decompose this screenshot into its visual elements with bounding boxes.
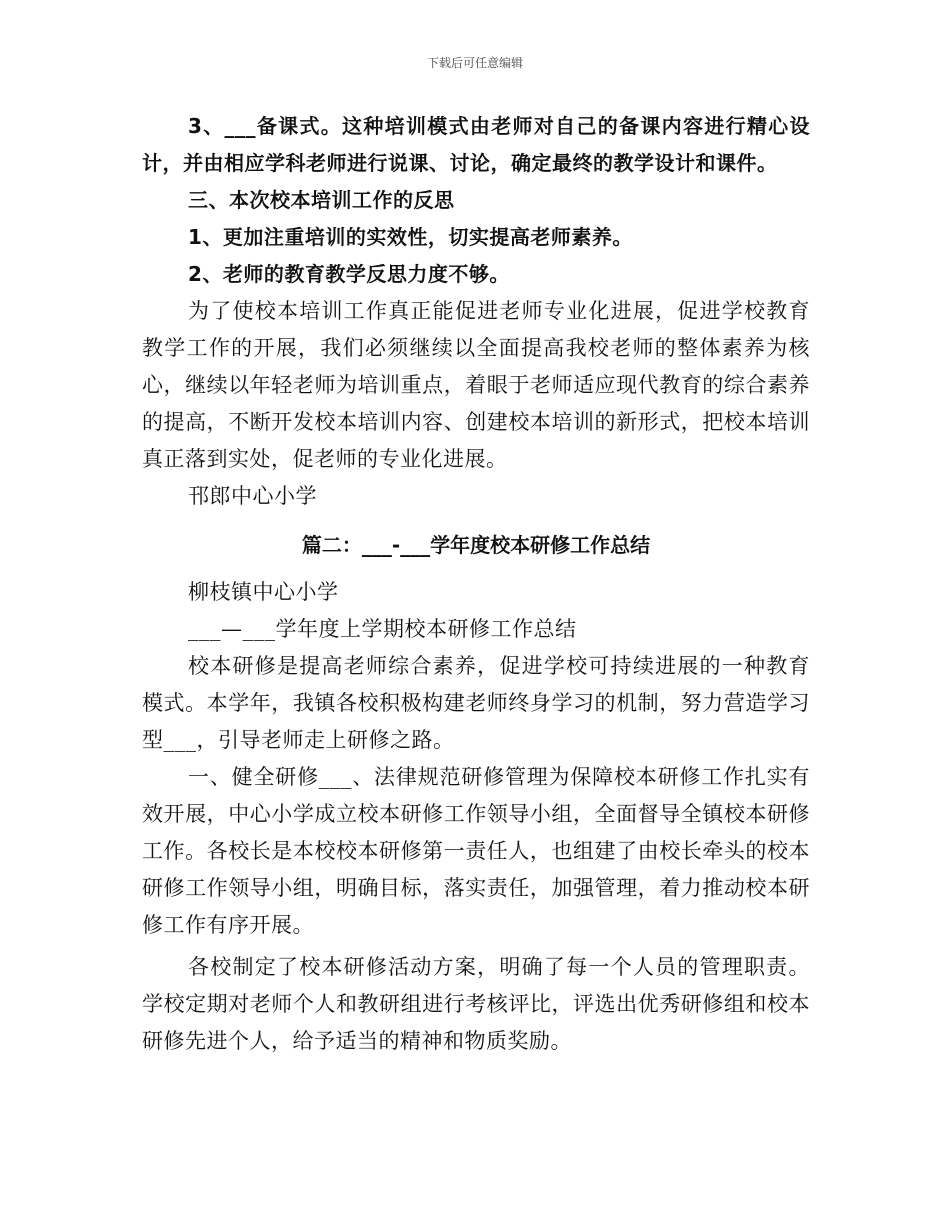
paragraph: 一、健全研修___、法律规范研修管理为保障校本研修工作扎实有效开展，中心小学成立校本研修工作领导小组，全面督导全镇校本研修工作。各校长是本校校本研修第一责任人，也组建了由校长牵头的校本研修工作领导小组，明确目标，落实责任，加强管理，着力推动校本研修工作有序开展。 <box>142 765 810 937</box>
paragraph: 3、___备课式。这种培训模式由老师对自己的备课内容进行精心设计，并由相应学科老师进行说课、讨论，确定最终的教学设计和课件。 <box>142 114 810 175</box>
subtitle: ___—___学年度上学期校本研修工作总结 <box>188 617 577 641</box>
school-name: 柳枝镇中心小学 <box>188 580 339 604</box>
school-signature: 邗郎中心小学 <box>188 484 317 508</box>
section-heading: 三、本次校本培训工作的反思 <box>188 188 455 212</box>
page-header: 下载后可任意编辑 <box>426 56 523 70</box>
section-title: 篇二：___-___学年度校本研修工作总结 <box>301 533 651 557</box>
document-body <box>142 108 810 1060</box>
paragraph: 2、老师的教育教学反思力度不够。 <box>188 262 510 286</box>
paragraph: 1、更加注重培训的实效性，切实提高老师素养。 <box>188 225 633 249</box>
paragraph: 各校制定了校本研修活动方案，明确了每一个人员的管理职责。学校定期对老师个人和教研组进行考核评比，评选出优秀研修组和校本研修先进个人，给予适当的精神和物质奖励。 <box>142 955 810 1053</box>
paragraph: 为了使校本培训工作真正能促进老师专业化进展，促进学校教育教学工作的开展，我们必须继续以全面提高我校老师的整体素养为核心，继续以年轻老师为培训重点，着眼于老师适应现代教育的综合素养的提高，不断开发校本培训内容、创建校本培训的新形式，把校本培训真正落到实处，促老师的专业化进展。 <box>142 299 810 471</box>
paragraph: 校本研修是提高老师综合素养，促进学校可持续进展的一种教育模式。本学年，我镇各校积极构建老师终身学习的机制，努力营造学习型___，引导老师走上研修之路。 <box>142 654 810 752</box>
